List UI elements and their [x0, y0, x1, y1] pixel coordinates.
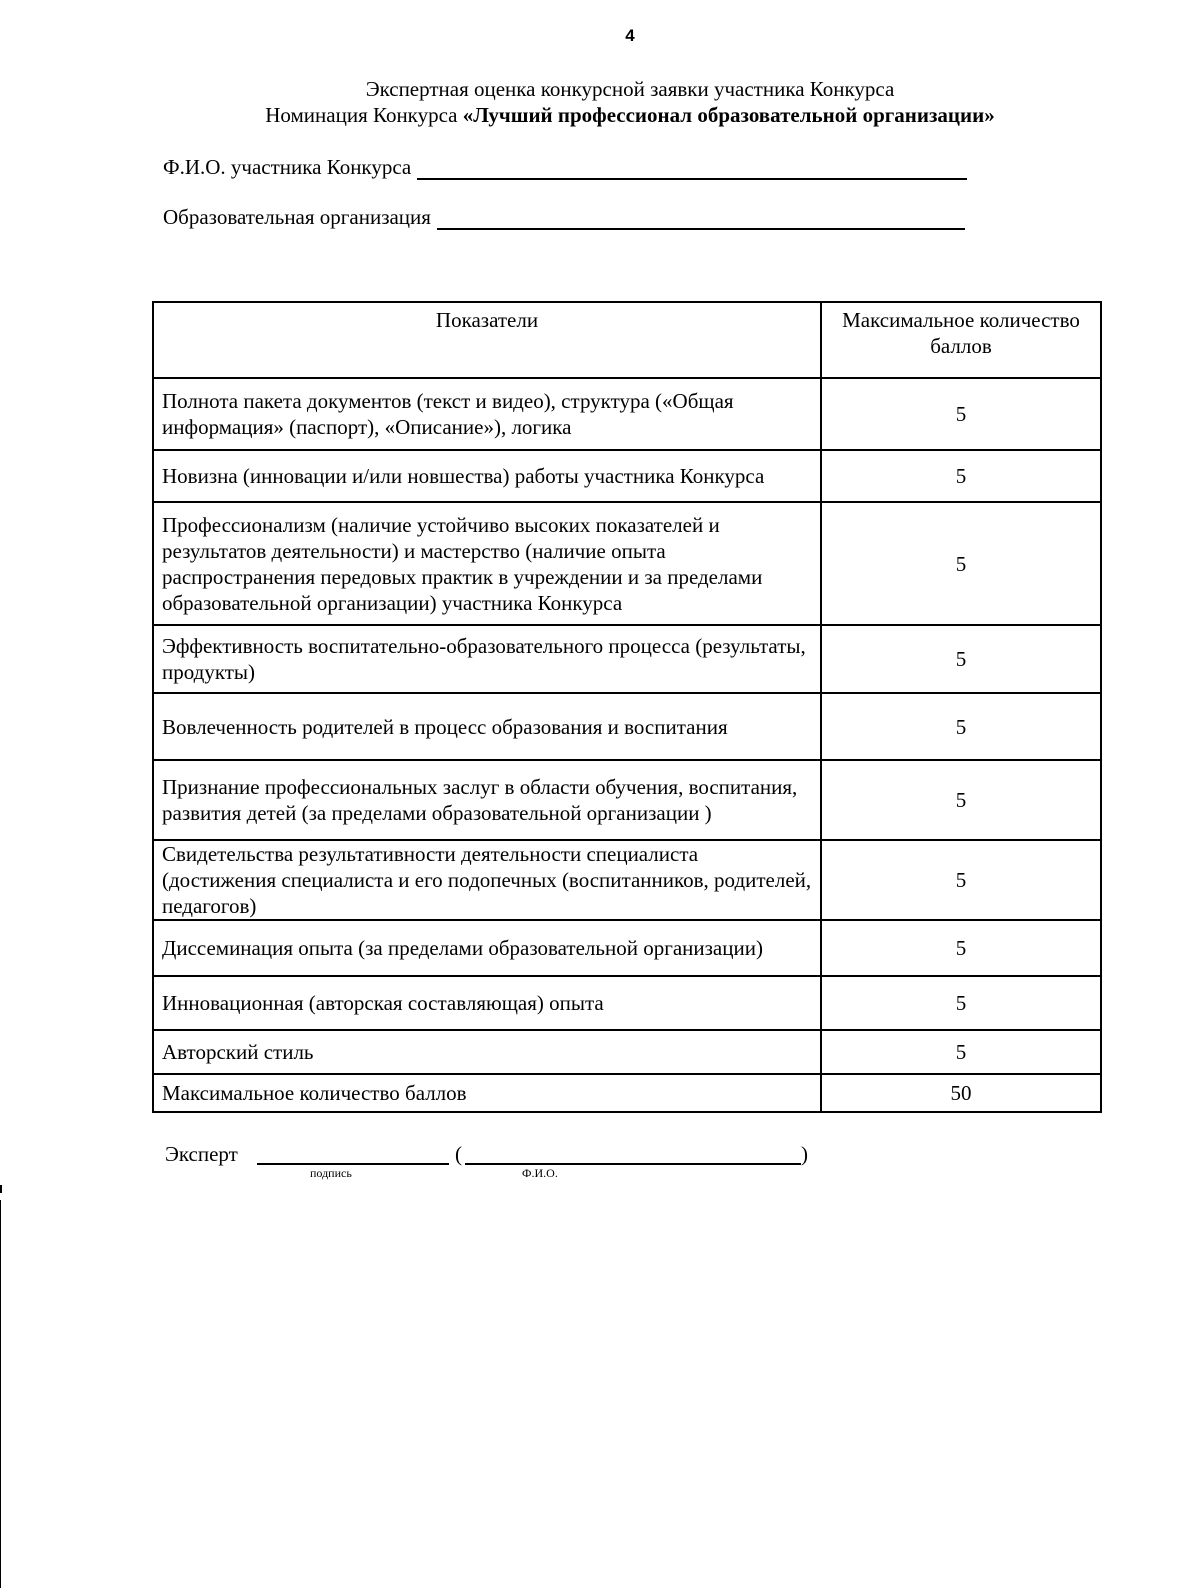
expert-label: Эксперт [165, 1142, 238, 1166]
indicator-cell: Авторский стиль [153, 1030, 821, 1074]
score-table [152, 301, 1102, 1113]
table-row [153, 450, 1101, 502]
organization-label: Образовательная организация [163, 205, 431, 229]
score-cell: 5 [821, 1030, 1101, 1074]
score-cell: 5 [821, 693, 1101, 760]
score-cell: 5 [821, 840, 1101, 920]
table-row [153, 760, 1101, 840]
participant-field [163, 155, 967, 180]
expert-signature-block [165, 1138, 825, 1188]
indicator-cell: Признание профессиональных заслуг в области обучения, воспитания, развития детей (за пределами образовательной организации ) [153, 760, 821, 840]
fio-paren-close: ) [801, 1142, 808, 1166]
organization-field [163, 205, 965, 230]
header-max-score: Максимальное количество баллов [821, 302, 1101, 378]
signature-blank-line[interactable] [257, 1163, 449, 1165]
title-line-2 [0, 102, 1200, 128]
table-row [153, 378, 1101, 450]
score-cell: 5 [821, 502, 1101, 625]
table-row [153, 1030, 1101, 1074]
indicator-cell: Эффективность воспитательно-образовательного процесса (результаты, продукты) [153, 625, 821, 693]
table-row [153, 625, 1101, 693]
organization-blank-line[interactable] [437, 208, 965, 230]
score-cell: 5 [821, 760, 1101, 840]
score-cell: 5 [821, 976, 1101, 1030]
indicator-cell: Диссеминация опыта (за пределами образовательной организации) [153, 920, 821, 976]
participant-blank-line[interactable] [417, 158, 967, 180]
indicator-cell: Свидетельства результативности деятельности специалиста (достижения специалиста и его подопечных (воспитанников, родителей, педагогов) [153, 840, 821, 920]
total-score-cell: 50 [821, 1074, 1101, 1112]
fio-paren-open: ( [455, 1142, 462, 1166]
table-header-row [153, 302, 1101, 378]
scan-edge-mark [0, 1185, 2, 1193]
score-cell: 5 [821, 920, 1101, 976]
document-title [0, 76, 1200, 128]
participant-label: Ф.И.О. участника Конкурса [163, 155, 412, 179]
table-row [153, 840, 1101, 920]
header-indicators: Показатели [153, 302, 821, 378]
indicator-cell: Инновационная (авторская составляющая) опыта [153, 976, 821, 1030]
page-number: 4 [625, 26, 635, 45]
table-row [153, 693, 1101, 760]
signature-caption: подпись [310, 1166, 352, 1180]
nomination-name: «Лучший профессионал образовательной организации» [462, 103, 995, 127]
indicator-cell: Полнота пакета документов (текст и видео), структура («Общая информация» (паспорт), «Описание»), логика [153, 378, 821, 450]
indicator-cell: Новизна (инновации и/или новшества) работы участника Конкурса [153, 450, 821, 502]
fio-blank-line[interactable] [465, 1163, 801, 1165]
title-line-1: Экспертная оценка конкурсной заявки участника Конкурса [365, 77, 895, 101]
table-row [153, 502, 1101, 625]
scan-edge-line [0, 1200, 1, 1588]
table-row [153, 976, 1101, 1030]
total-label-cell: Максимальное количество баллов [153, 1074, 821, 1112]
indicator-cell: Вовлеченность родителей в процесс образования и воспитания [153, 693, 821, 760]
score-cell: 5 [821, 450, 1101, 502]
indicator-cell: Профессионализм (наличие устойчиво высоких показателей и результатов деятельности) и мастерство (наличие опыта распространения передовых практик в учреждении и за пределами образовательной организации) участника Конкурса [153, 502, 821, 625]
fio-caption: Ф.И.О. [522, 1166, 558, 1180]
score-cell: 5 [821, 378, 1101, 450]
score-cell: 5 [821, 625, 1101, 693]
table-row [153, 920, 1101, 976]
title-line-2-prefix: Номинация Конкурса [265, 103, 463, 127]
table-total-row [153, 1074, 1101, 1112]
